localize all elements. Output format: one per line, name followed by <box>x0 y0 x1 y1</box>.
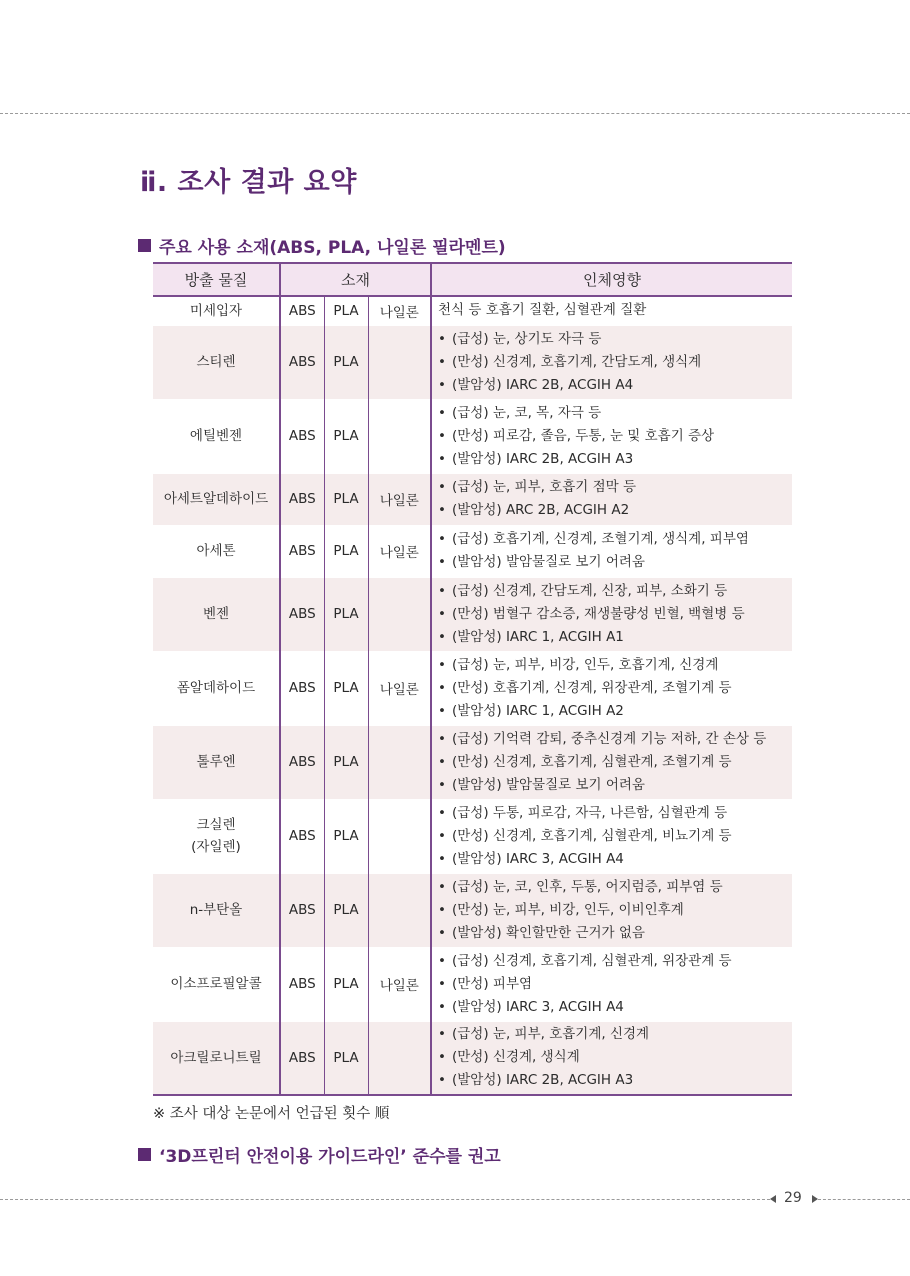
cell-material <box>153 399 280 473</box>
cell-pla: PLA <box>324 873 368 947</box>
effect-text: (발암성) ARC 2B, ACGIH A2 <box>452 502 630 518</box>
effect-line <box>438 922 792 945</box>
effect-text: (발암성) IARC 3, ACGIH A4 <box>452 850 624 867</box>
effect-line <box>438 476 792 499</box>
cell-nylon <box>368 577 431 651</box>
material-name: 아크릴로니트릴 <box>170 1049 262 1066</box>
page-number: 29 <box>784 1190 802 1206</box>
triangle-left-icon <box>770 1195 776 1203</box>
cell-effects <box>431 651 792 725</box>
effect-line <box>438 973 792 996</box>
table-row <box>153 325 792 399</box>
effect-text: (만성) 피로감, 졸음, 두통, 눈 및 호흡기 증상 <box>452 427 715 444</box>
cell-nylon <box>368 1021 431 1095</box>
cell-nylon: 나일론 <box>368 947 431 1021</box>
cell-abs: ABS <box>280 651 324 725</box>
effect-text: (만성) 호흡기계, 신경계, 위장관계, 조혈기계 등 <box>452 679 732 696</box>
bullet-icon: • <box>438 702 446 719</box>
material-name: 아세톤 <box>196 543 236 559</box>
cell-abs: ABS <box>280 725 324 799</box>
effect-text: (만성) 신경계, 호흡기계, 심혈관계, 비뇨기계 등 <box>452 827 732 844</box>
subheading-guideline-text: ‘3D프린터 안전이용 가이드라인’ 준수를 권고 <box>159 1147 501 1167</box>
cell-material <box>153 325 280 399</box>
effect-text: (발암성) IARC 1, ACGIH A1 <box>452 628 624 645</box>
cell-abs: ABS <box>280 399 324 473</box>
material-name: 에틸벤젠 <box>189 428 243 444</box>
effect-line <box>438 1023 792 1046</box>
effect-text: (발암성) 발암물질로 보기 어려움 <box>452 776 645 793</box>
footer-divider-right <box>818 1199 910 1200</box>
cell-pla: PLA <box>324 399 368 473</box>
effect-text: (급성) 두통, 피로감, 자극, 나른함, 심혈관계 등 <box>452 804 728 821</box>
emissions-table <box>153 262 792 1096</box>
cell-pla: PLA <box>324 799 368 873</box>
effect-text: (급성) 눈, 피부, 호흡기 점막 등 <box>452 479 637 495</box>
subheading-materials <box>138 233 506 258</box>
effect-text: (급성) 눈, 코, 인후, 두통, 어지럼증, 피부염 등 <box>452 878 723 895</box>
effect-line <box>438 626 792 649</box>
bullet-icon: • <box>438 804 446 821</box>
subheading-guideline <box>138 1142 501 1167</box>
table-row <box>153 1021 792 1095</box>
footer-divider-left <box>0 1199 770 1200</box>
cell-nylon: 나일론 <box>368 296 431 325</box>
cell-pla: PLA <box>324 525 368 577</box>
cell-material <box>153 799 280 873</box>
effect-line <box>438 425 792 448</box>
section-title: ⅱ. 조사 결과 요약 <box>140 167 357 198</box>
effect-line <box>438 351 792 374</box>
cell-effects <box>431 296 792 325</box>
material-alt-name: (자일렌) <box>191 839 241 855</box>
bullet-icon: • <box>438 479 446 495</box>
footnote: ※ 조사 대상 논문에서 언급된 횟수 順 <box>153 1106 390 1122</box>
table-row <box>153 725 792 799</box>
header-effect: 인체영향 <box>431 263 792 296</box>
effect-line <box>438 996 792 1019</box>
material-name: 벤젠 <box>202 606 230 622</box>
cell-effects <box>431 947 792 1021</box>
effect-text: 천식 등 호흡기 질환, 심혈관계 질환 <box>438 302 647 319</box>
effect-line <box>438 299 792 322</box>
bullet-icon: • <box>438 998 446 1015</box>
bullet-icon: • <box>438 924 446 941</box>
effect-text: (급성) 눈, 코, 목, 자극 등 <box>452 404 602 421</box>
cell-effects <box>431 577 792 651</box>
table-row <box>153 651 792 725</box>
effect-text: (급성) 눈, 피부, 비강, 인두, 호흡기계, 신경계 <box>452 656 719 673</box>
cell-effects <box>431 525 792 577</box>
cell-material <box>153 1021 280 1095</box>
cell-abs: ABS <box>280 296 324 325</box>
effect-text: (발암성) IARC 2B, ACGIH A4 <box>452 376 634 393</box>
top-divider <box>0 113 910 114</box>
emissions-table-container <box>153 262 792 1096</box>
bullet-icon: • <box>438 404 446 421</box>
table-row <box>153 399 792 473</box>
table-header-row <box>153 263 792 296</box>
cell-abs: ABS <box>280 525 324 577</box>
effect-line <box>438 328 792 351</box>
effect-line <box>438 580 792 603</box>
bullet-icon: • <box>438 730 446 747</box>
material-name: 크실렌 <box>196 817 236 833</box>
effect-text: (발암성) IARC 2B, ACGIH A3 <box>452 450 634 467</box>
cell-effects <box>431 325 792 399</box>
bullet-icon: • <box>438 330 446 347</box>
effect-text: (만성) 신경계, 호흡기계, 심혈관계, 조혈기계 등 <box>452 753 732 770</box>
cell-material <box>153 296 280 325</box>
effect-line <box>438 899 792 922</box>
cell-nylon: 나일론 <box>368 473 431 525</box>
effect-line <box>438 848 792 871</box>
cell-pla: PLA <box>324 947 368 1021</box>
cell-pla: PLA <box>324 725 368 799</box>
cell-nylon <box>368 725 431 799</box>
cell-pla: PLA <box>324 325 368 399</box>
effect-text: (만성) 범혈구 감소증, 재생불량성 빈혈, 백혈병 등 <box>452 605 745 622</box>
effect-line <box>438 402 792 425</box>
cell-effects <box>431 799 792 873</box>
cell-abs: ABS <box>280 473 324 525</box>
table-row <box>153 799 792 873</box>
cell-abs: ABS <box>280 1021 324 1095</box>
table-row <box>153 525 792 577</box>
effect-line <box>438 499 792 522</box>
effect-line <box>438 802 792 825</box>
effect-line <box>438 950 792 973</box>
cell-material <box>153 577 280 651</box>
effect-text: (급성) 신경계, 간담도계, 신장, 피부, 소화기 등 <box>452 582 728 599</box>
cell-material <box>153 725 280 799</box>
effect-text: (급성) 눈, 피부, 호흡기계, 신경계 <box>452 1026 650 1043</box>
bullet-icon: • <box>438 975 446 992</box>
bullet-icon: • <box>438 827 446 844</box>
effect-line <box>438 448 792 471</box>
cell-abs: ABS <box>280 577 324 651</box>
cell-effects <box>431 473 792 525</box>
bullet-icon: • <box>438 952 446 969</box>
effect-text: (만성) 눈, 피부, 비강, 인두, 이비인후계 <box>452 901 684 918</box>
effect-text: (급성) 기억력 감퇴, 중추신경계 기능 저하, 간 손상 등 <box>452 730 767 747</box>
effect-text: (급성) 호흡기계, 신경계, 조혈기계, 생식계, 피부염 <box>452 531 749 547</box>
effect-line <box>438 654 792 677</box>
cell-nylon: 나일론 <box>368 525 431 577</box>
square-bullet-icon <box>138 1148 151 1161</box>
bullet-icon: • <box>438 531 446 547</box>
effect-line <box>438 374 792 397</box>
bullet-icon: • <box>438 605 446 622</box>
table-row <box>153 296 792 325</box>
cell-nylon <box>368 325 431 399</box>
effect-line <box>438 603 792 626</box>
cell-nylon <box>368 873 431 947</box>
bullet-icon: • <box>438 450 446 467</box>
cell-material <box>153 525 280 577</box>
bullet-icon: • <box>438 628 446 645</box>
effect-line <box>438 1069 792 1092</box>
cell-effects <box>431 873 792 947</box>
effect-line <box>438 528 792 551</box>
effect-text: (급성) 눈, 상기도 자극 등 <box>452 330 602 347</box>
cell-nylon <box>368 399 431 473</box>
bullet-icon: • <box>438 753 446 770</box>
effect-text: (만성) 신경계, 호흡기계, 간담도계, 생식계 <box>452 353 702 370</box>
effect-line <box>438 751 792 774</box>
effect-line <box>438 551 792 574</box>
cell-material <box>153 473 280 525</box>
cell-material <box>153 873 280 947</box>
cell-effects <box>431 1021 792 1095</box>
table-row <box>153 873 792 947</box>
material-name: n-부탄올 <box>189 902 243 918</box>
bullet-icon: • <box>438 582 446 599</box>
subheading-materials-text: 주요 사용 소재(ABS, PLA, 나일론 필라멘트) <box>159 238 506 258</box>
effect-line <box>438 1046 792 1069</box>
table-row <box>153 473 792 525</box>
bullet-icon: • <box>438 878 446 895</box>
bullet-icon: • <box>438 554 446 570</box>
cell-nylon <box>368 799 431 873</box>
effect-line <box>438 876 792 899</box>
material-name: 폼알데하이드 <box>176 680 256 696</box>
header-substance: 소재 <box>280 263 431 296</box>
bullet-icon: • <box>438 376 446 393</box>
effect-text: (만성) 피부염 <box>452 975 533 992</box>
bullet-icon: • <box>438 1026 446 1043</box>
cell-material <box>153 651 280 725</box>
bullet-icon: • <box>438 679 446 696</box>
bullet-icon: • <box>438 1049 446 1066</box>
cell-abs: ABS <box>280 873 324 947</box>
cell-pla: PLA <box>324 577 368 651</box>
bullet-icon: • <box>438 353 446 370</box>
table-row <box>153 577 792 651</box>
effect-text: (급성) 신경계, 호흡기계, 심혈관계, 위장관계 등 <box>452 952 732 969</box>
cell-abs: ABS <box>280 947 324 1021</box>
bullet-icon: • <box>438 850 446 867</box>
cell-nylon: 나일론 <box>368 651 431 725</box>
effect-line <box>438 677 792 700</box>
effect-text: (발암성) 발암물질로 보기 어려움 <box>452 554 645 570</box>
cell-pla: PLA <box>324 1021 368 1095</box>
material-name: 이소프로필알콜 <box>170 976 262 992</box>
bullet-icon: • <box>438 656 446 673</box>
bullet-icon: • <box>438 901 446 918</box>
effect-text: (만성) 신경계, 생식계 <box>452 1049 580 1066</box>
cell-effects <box>431 725 792 799</box>
bullet-icon: • <box>438 776 446 793</box>
cell-abs: ABS <box>280 799 324 873</box>
effect-text: (발암성) IARC 3, ACGIH A4 <box>452 998 624 1015</box>
cell-effects <box>431 399 792 473</box>
effect-line <box>438 825 792 848</box>
bullet-icon: • <box>438 427 446 444</box>
cell-material <box>153 947 280 1021</box>
bullet-icon: • <box>438 502 446 518</box>
effect-text: (발암성) 확인할만한 근거가 없음 <box>452 924 645 941</box>
cell-pla: PLA <box>324 473 368 525</box>
material-name: 스티렌 <box>196 354 236 370</box>
bullet-icon: • <box>438 1072 446 1089</box>
cell-pla: PLA <box>324 651 368 725</box>
material-name: 미세입자 <box>189 302 243 319</box>
table-row <box>153 947 792 1021</box>
cell-abs: ABS <box>280 325 324 399</box>
square-bullet-icon <box>138 239 151 252</box>
effect-line <box>438 728 792 751</box>
material-name: 아세트알데하이드 <box>163 491 269 507</box>
cell-pla: PLA <box>324 296 368 325</box>
effect-line <box>438 774 792 797</box>
material-name: 톨루엔 <box>196 754 236 770</box>
header-material: 방출 물질 <box>153 263 280 296</box>
effect-line <box>438 700 792 723</box>
effect-text: (발암성) IARC 2B, ACGIH A3 <box>452 1072 634 1089</box>
effect-text: (발암성) IARC 1, ACGIH A2 <box>452 702 624 719</box>
